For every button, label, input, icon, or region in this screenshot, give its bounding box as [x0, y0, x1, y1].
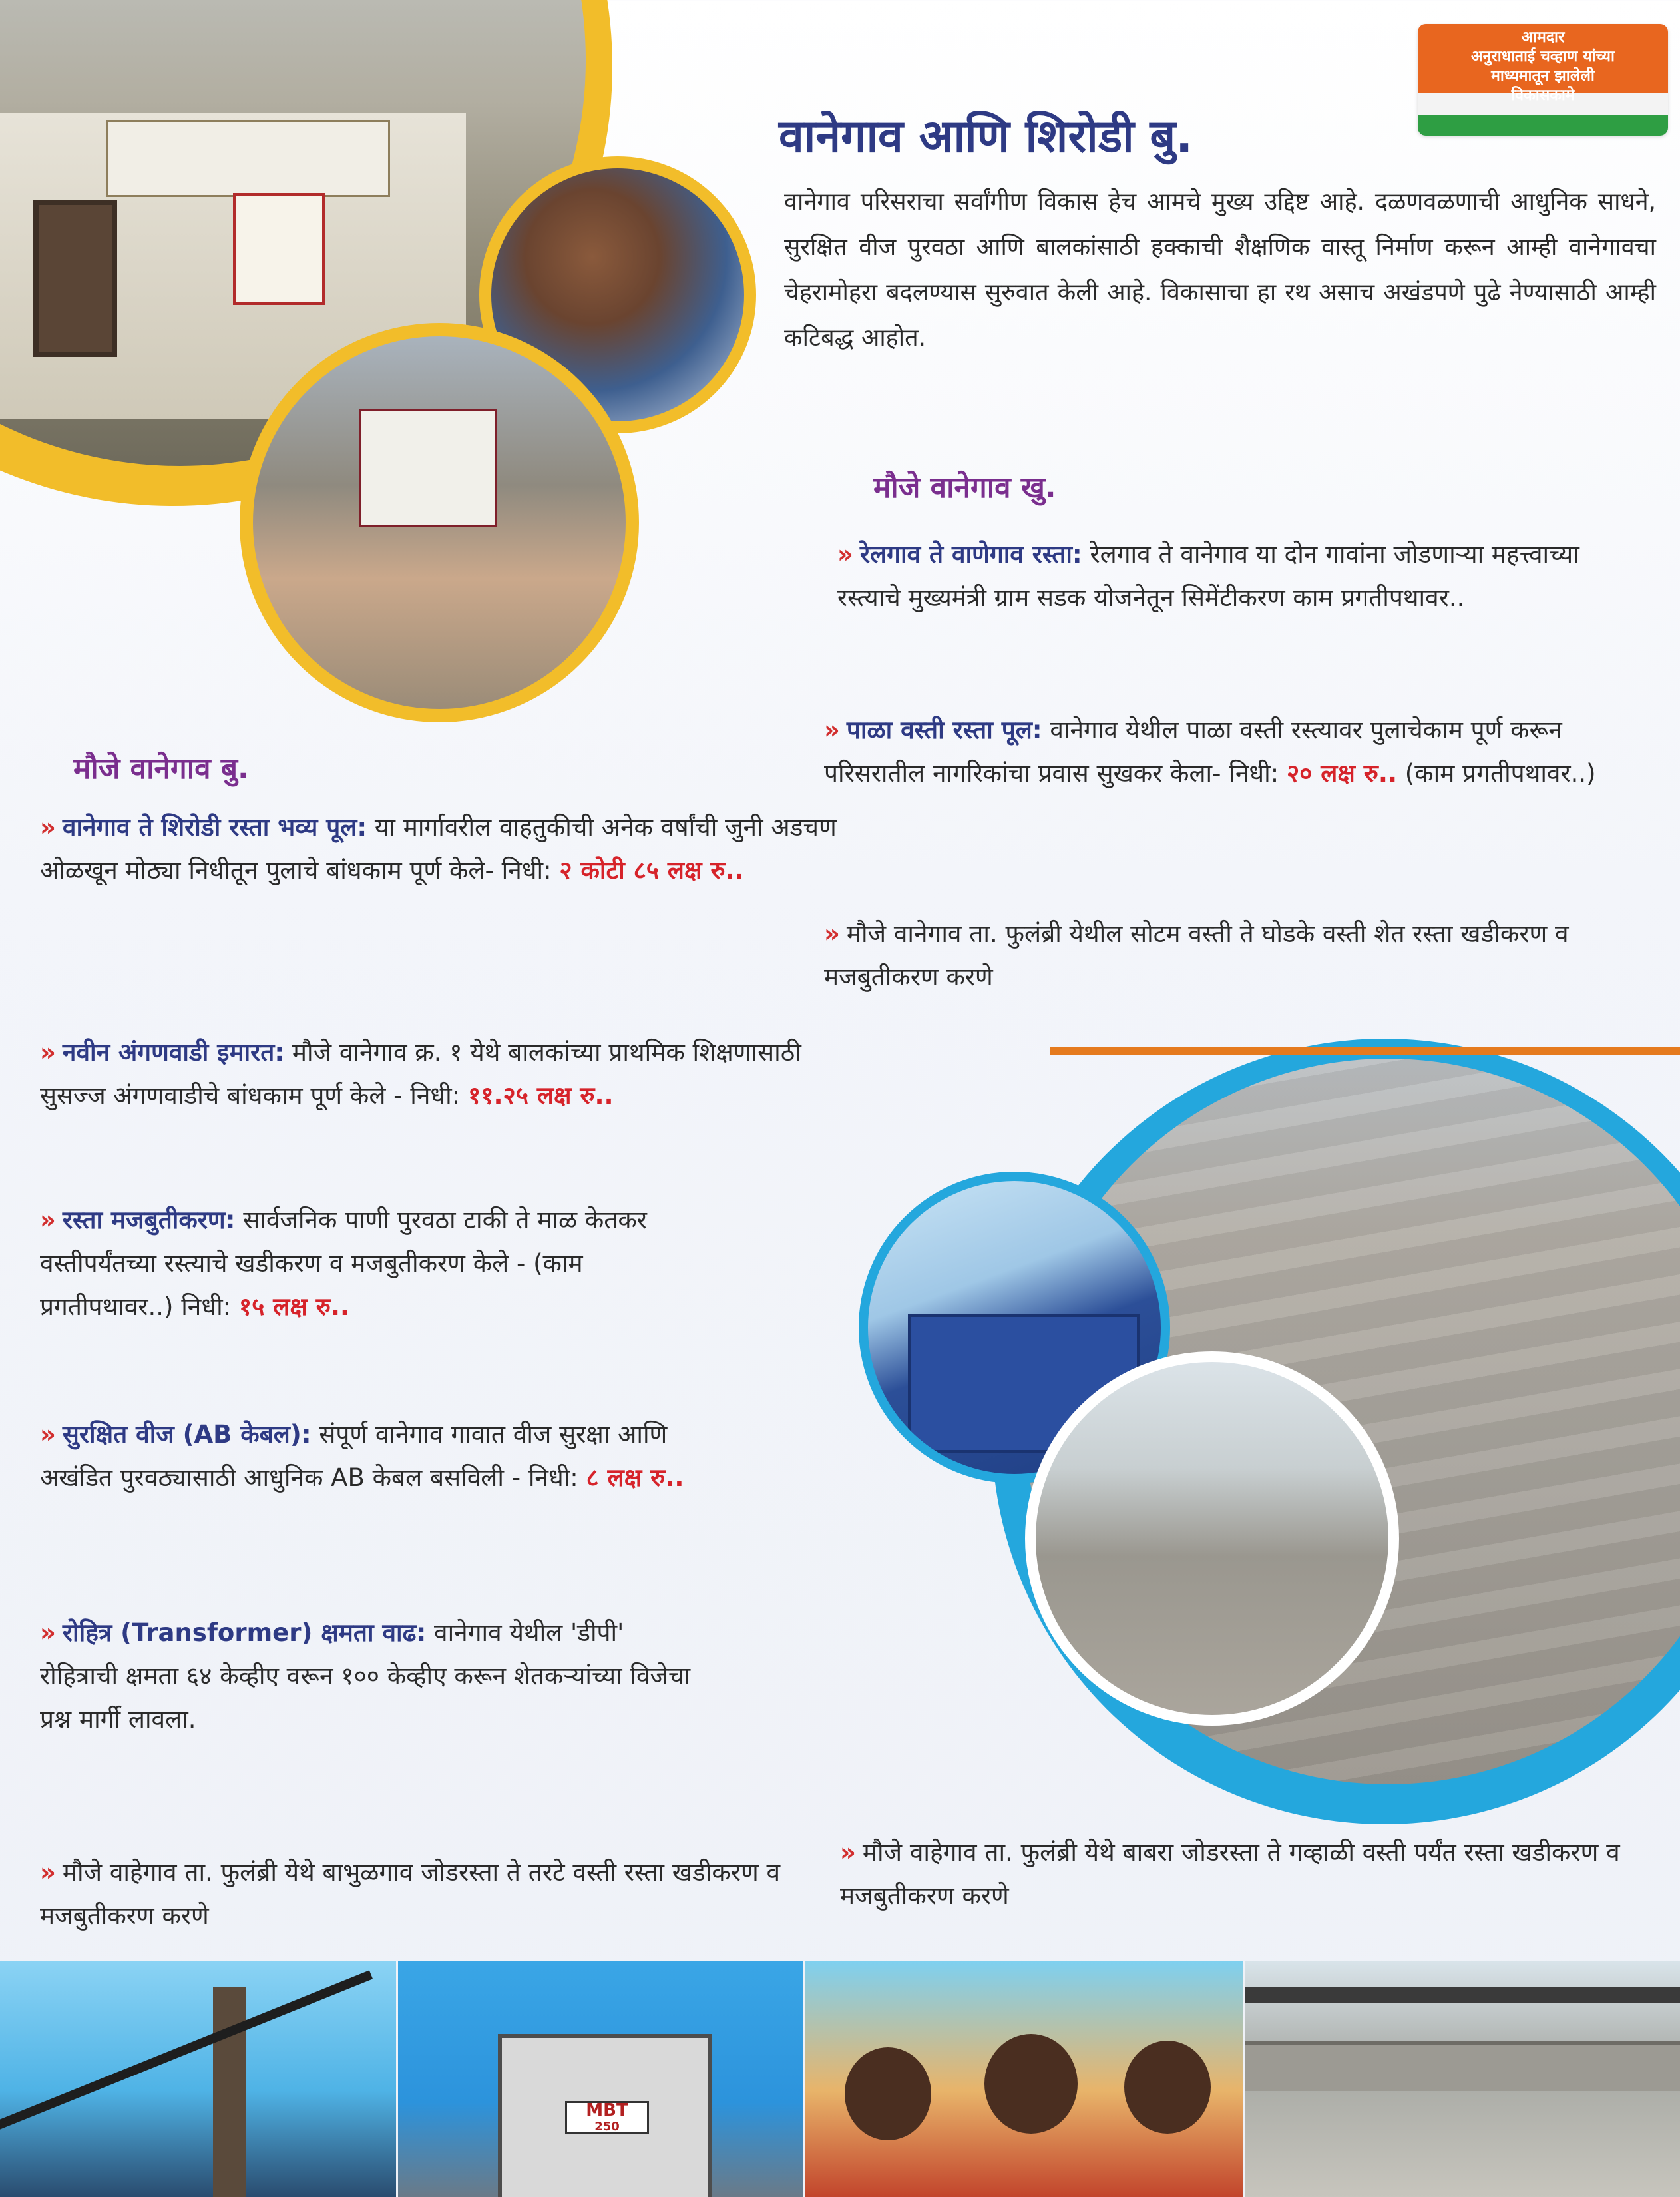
section-title-bu: मौजे वानेगाव बु.	[73, 752, 249, 786]
double-chevron-right-icon: »	[824, 716, 840, 744]
list-item	[40, 1031, 845, 1117]
list-item	[40, 1851, 799, 1937]
transformer-brand: MBT	[586, 2100, 628, 2120]
item-label: पाळा वस्ती रस्ता पूल:	[846, 716, 1042, 744]
item-text: सार्वजनिक पाणी पुरवठा टाकी ते माळ केतकर वस्तीपर्यंतच्या रस्त्याचे खडीकरण व मजबुतीकरण केले - (काम प्रगतीपथावर..) निधी:	[40, 1206, 647, 1321]
item-text: मौजे वाहेगाव ता. फुलंब्री येथे बाभुळगाव जोडरस्ता ते तरटे वस्ती रस्ता खडीकरण व मजबुतीकरण करणे	[40, 1858, 781, 1930]
item-text: रेलगाव ते वानेगाव या दोन गावांना जोडणाऱ्या महत्त्वाच्या रस्त्याचे मुख्यमंत्री ग्राम सडक योजनेतून सिमेंटीकरण काम प्रगतीपथावर..	[837, 540, 1579, 612]
double-chevron-right-icon: »	[40, 813, 56, 842]
item-text: संपूर्ण वानेगाव गावात वीज सुरक्षा आणि अखंडित पुरवठ्यासाठी आधुनिक AB केबल बसविली - निधी:	[40, 1420, 668, 1492]
building-door	[33, 200, 117, 357]
fund-amount: २० लक्ष रु..	[1286, 759, 1398, 788]
building-signboard	[106, 120, 390, 197]
section-title-kh: मौजे वानेगाव खु.	[873, 471, 1056, 505]
list-item	[824, 912, 1596, 999]
child-figure	[1124, 2041, 1211, 2134]
double-chevron-right-icon: »	[40, 1858, 56, 1887]
groundbreaking-ceremony-photo	[240, 323, 639, 722]
child-figure	[984, 2034, 1078, 2134]
ab-cable	[0, 1970, 373, 2133]
item-text: वानेगाव येथील पाळा वस्ती रस्त्यावर पुलाचेकाम पूर्ण करून परिसरातील नागरिकांचा प्रवास सुखकर केला- निधी:	[824, 716, 1562, 788]
item-label: रेलगाव ते वाणेगाव रस्ता:	[859, 540, 1082, 569]
orange-divider	[1050, 1047, 1680, 1055]
item-label: सुरक्षित वीज (AB केबल):	[62, 1420, 312, 1449]
badge-line-3: माध्यमातून झालेली	[1491, 67, 1595, 85]
power-pole-photo	[0, 1961, 396, 2197]
village-lane-photo	[1025, 1351, 1399, 1726]
fund-amount: २ कोटी ८५ लक्ष रु..	[559, 856, 744, 885]
mla-badge	[1418, 24, 1668, 136]
badge-green-band	[1418, 115, 1668, 136]
transformer-unit	[498, 2034, 712, 2197]
bridge-railing	[1245, 1987, 1680, 2003]
double-chevron-right-icon: »	[840, 1838, 856, 1867]
fund-amount: ११.२५ लक्ष रु..	[467, 1081, 614, 1110]
children-classroom-photo	[805, 1961, 1243, 2197]
bridge-deck	[1245, 2041, 1680, 2091]
item-label: रोहित्र (Transformer) क्षमता वाढ:	[62, 1618, 427, 1647]
list-item	[40, 1198, 679, 1328]
item-text: मौजे वाहेगाव ता. फुलंब्री येथे बाबरा जोडरस्ता ते गव्हाळी वस्ती पर्यंत रस्ता खडीकरण व मजबुतीकरण करणे	[840, 1838, 1620, 1910]
transformer-unit-photo	[398, 1961, 803, 2197]
list-item	[824, 708, 1649, 795]
child-figure	[845, 2047, 931, 2140]
list-item	[40, 806, 839, 892]
item-label: रस्ता मजबुतीकरण:	[62, 1206, 236, 1234]
item-label: नवीन अंगणवाडी इमारत:	[62, 1038, 285, 1067]
fund-amount: १५ लक्ष रु..	[238, 1292, 350, 1321]
badge-line-2: अनुराधाताई चव्हाण यांच्या	[1471, 48, 1615, 65]
fund-amount: ८ लक्ष रु..	[586, 1463, 684, 1492]
double-chevron-right-icon: »	[40, 1420, 56, 1449]
bridge-photo	[1245, 1961, 1680, 2197]
page-title: वानेगाव आणि शिरोडी बु.	[779, 111, 1193, 163]
list-item	[40, 1413, 712, 1499]
item-tail: (काम प्रगतीपथावर..)	[1397, 759, 1596, 788]
double-chevron-right-icon: »	[824, 919, 840, 948]
electric-pole	[213, 1987, 246, 2197]
item-text: मौजे वानेगाव क्र. १ येथे बालकांच्या प्राथमिक शिक्षणासाठी सुसज्ज अंगणवाडीचे बांधकाम पूर्ण केले - निधी:	[40, 1038, 801, 1110]
double-chevron-right-icon: »	[40, 1206, 56, 1234]
building-poster	[233, 193, 325, 305]
badge-text	[1424, 28, 1661, 105]
item-text: मौजे वानेगाव ता. फुलंब्री येथील सोटम वस्ती ते घोडके वस्ती शेत रस्ता खडीकरण व मजबुतीकरण करणे	[824, 919, 1569, 991]
item-text: या मार्गावरील वाहतुकीची अनेक वर्षांची जुनी अडचण ओळखून मोठ्या निधीतून पुलाचे बांधकाम पूर्ण केले- निधी:	[40, 813, 837, 885]
badge-line-1: आमदार	[1521, 29, 1565, 46]
list-item	[837, 533, 1609, 619]
item-label: वानेगाव ते शिरोडी रस्ता भव्य पूल:	[62, 813, 367, 842]
transformer-label	[565, 2101, 649, 2134]
list-item	[40, 1611, 706, 1741]
item-text: वानेगाव येथील 'डीपी' रोहित्राची क्षमता ६४ केव्हीए वरून १०० केव्हीए करून शेतकऱ्यांच्या विजेचा प्रश्न मार्गी लावला.	[40, 1618, 691, 1734]
double-chevron-right-icon: »	[40, 1618, 56, 1647]
intro-paragraph: वानेगाव परिसराचा सर्वांगीण विकास हेच आमचे मुख्य उद्दिष्ट आहे. दळणवळणाची आधुनिक साधने, सुरक्षित वीज पुरवठा आणि बालकांसाठी हक्काची शैक्षणिक वास्तू निर्माण करून आम्ही वानेगावचा चेहरामोहरा बदलण्यास सुरुवात केली आहे. विकासाचा हा रथ असाच अखंडपणे पुढे नेण्यासाठी आम्ही कटिबद्ध आहोत.	[784, 188, 1656, 352]
list-item	[840, 1831, 1625, 1917]
badge-line-4: विकासकामे	[1511, 87, 1575, 104]
double-chevron-right-icon: »	[837, 540, 853, 569]
transformer-rating: 250	[594, 2120, 620, 2134]
ceremony-board	[359, 409, 497, 527]
double-chevron-right-icon: »	[40, 1038, 56, 1067]
